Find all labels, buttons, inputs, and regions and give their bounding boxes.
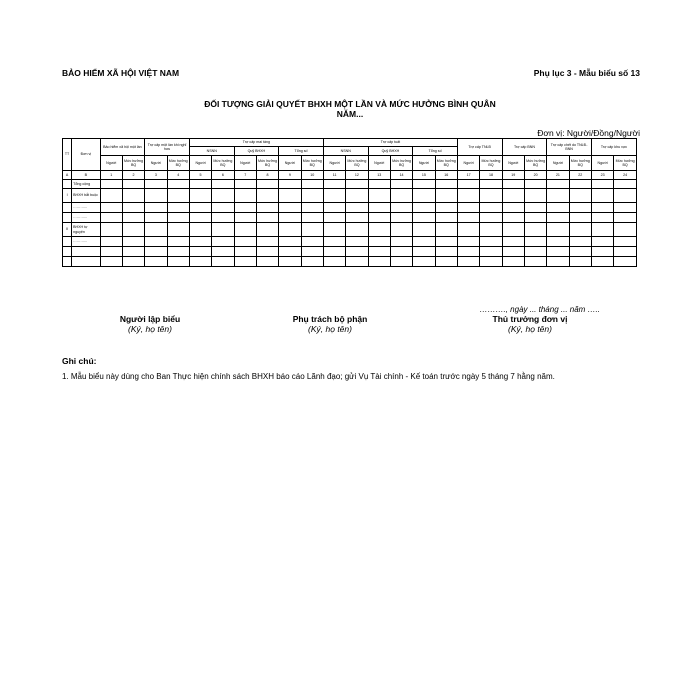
code-cell: 12 [346,171,368,180]
header-muc: Mức hưởng BQ [569,156,591,171]
report-title: ĐỐI TƯỢNG GIẢI QUYẾT BHXH MỘT LẦN VÀ MỨC HƯỞNG BÌNH QUÂN [204,99,496,109]
code-cell: 23 [591,171,613,180]
signature-role: Người lập biểu [119,314,181,324]
header-muc: Mức hưởng BQ [256,156,278,171]
header-nguoi: Người [234,156,256,171]
header-tongso-2: Tổng số [413,147,458,156]
notes-text: 1. Mẫu biểu này dùng cho Ban Thực hiện chính sách BHXH báo cáo Lãnh đạo; gửi Vụ Tài chính - Kế toán trước ngày 5 tháng 7 hằng năm. [62,372,555,381]
appendix-label: Phụ lục 3 - Mẫu biểu số 13 [533,68,640,78]
header-nguoi: Người [279,156,301,171]
header-muc: Mức hưởng BQ [435,156,457,171]
table-row [63,257,637,267]
code-cell: 24 [614,171,637,180]
report-table [62,138,637,267]
header-nsnn-2: NSNN [323,147,368,156]
header-row-3 [63,156,637,171]
header-muc: Mức hưởng BQ [122,156,144,171]
notes-heading: Ghi chú: [62,356,97,366]
header-tro-cap-khu-vuc: Trợ cấp khu vực [591,139,636,156]
signature-role: Thủ trưởng đơn vị [492,314,568,324]
header-tt: TT [63,139,72,171]
code-cell: 3 [145,171,167,180]
code-cell: 14 [390,171,412,180]
code-cell: 16 [435,171,457,180]
signature-block-head [450,314,610,334]
code-cell: 22 [569,171,591,180]
report-year: NĂM... [336,109,364,119]
table-row-bhxh-tu-nguyen [63,223,637,237]
code-cell: 1 [100,171,122,180]
signature-note: (Ký, họ tên) [308,324,352,334]
code-cell: 18 [480,171,502,180]
code-cell: 19 [502,171,524,180]
header-muc: Mức hưởng BQ [614,156,637,171]
table-row-tong-cong [63,180,637,189]
header-nguoi: Người [413,156,435,171]
signature-block-department [250,314,410,334]
header-nguoi: Người [145,156,167,171]
organization-name: BẢO HIỂM XÃ HỘI VIỆT NAM [62,68,180,78]
row-label: Tổng cộng [72,180,100,189]
header-muc: Mức hưởng BQ [167,156,189,171]
header-tro-cap-tnld: Trợ cấp TNLĐ [457,139,502,156]
header-tro-cap-tuat: Trợ cấp tuất [323,139,457,147]
header-nguoi: Người [100,156,122,171]
header-tro-cap-mai-tang: Trợ cấp mai táng [189,139,323,147]
row-label: ………… [72,237,100,247]
header-quy-1: Quỹ BHXH [234,147,279,156]
code-cell: 4 [167,171,189,180]
header-nguoi: Người [502,156,524,171]
code-cell: 13 [368,171,390,180]
code-cell: 2 [122,171,144,180]
code-row [63,171,637,180]
signature-note: (Ký, họ tên) [508,324,552,334]
header-tongso-1: Tổng số [279,147,324,156]
code-cell: 11 [323,171,345,180]
header-nguoi: Người [547,156,569,171]
table-row [63,203,637,213]
code-cell: 15 [413,171,435,180]
code-cell: 6 [212,171,234,180]
table-row [63,237,637,247]
table-row [63,247,637,257]
header-tro-cap-nghi-huu: Trợ cấp một lần khi nghỉ hưu [145,139,190,156]
header-donvi: Đơn vị [72,139,100,171]
header-nsnn-1: NSNN [189,147,234,156]
header-muc: Mức hưởng BQ [212,156,234,171]
code-cell: A [63,171,72,180]
table-row [63,213,637,223]
code-cell: B [72,171,100,180]
unit-label: Đơn vị: Người/Đồng/Người [537,128,640,138]
code-cell: 8 [256,171,278,180]
date-line: ………., ngày ... tháng ... năm ….. [479,305,600,314]
header-bhxh-mot-lan: Bảo hiểm xã hội một lần [100,139,145,156]
row-label: BHXH tự nguyện [72,223,100,237]
header-quy-2: Quỹ BHXH [368,147,413,156]
signature-role: Phụ trách bộ phận [292,314,368,324]
row-label: ………… [72,213,100,223]
row-label: ………… [72,203,100,213]
header-muc: Mức hưởng BQ [346,156,368,171]
header-muc: Mức hưởng BQ [390,156,412,171]
code-cell: 20 [524,171,546,180]
signature-note: (Ký, họ tên) [128,324,172,334]
header-nguoi: Người [368,156,390,171]
header-nguoi: Người [189,156,211,171]
row-label: BHXH bắt buộc [72,189,100,203]
header-muc: Mức hưởng BQ [301,156,323,171]
header-row-1 [63,139,637,147]
code-cell: 9 [279,171,301,180]
row-index: I [63,189,72,203]
header-tro-cap-bnn: Trợ cấp BNN [502,139,547,156]
code-cell: 10 [301,171,323,180]
header-nguoi: Người [591,156,613,171]
code-cell: 21 [547,171,569,180]
row-index: II [63,223,72,237]
header-nguoi: Người [457,156,479,171]
code-cell: 7 [234,171,256,180]
code-cell: 17 [457,171,479,180]
header-tro-cap-chet: Trợ cấp chết do TNLĐ-BNN [547,139,592,156]
signature-block-preparer [70,314,230,334]
header-muc: Mức hưởng BQ [524,156,546,171]
code-cell: 5 [189,171,211,180]
header-muc: Mức hưởng BQ [480,156,502,171]
table-row-bhxh-bat-buoc [63,189,637,203]
header-nguoi: Người [323,156,345,171]
